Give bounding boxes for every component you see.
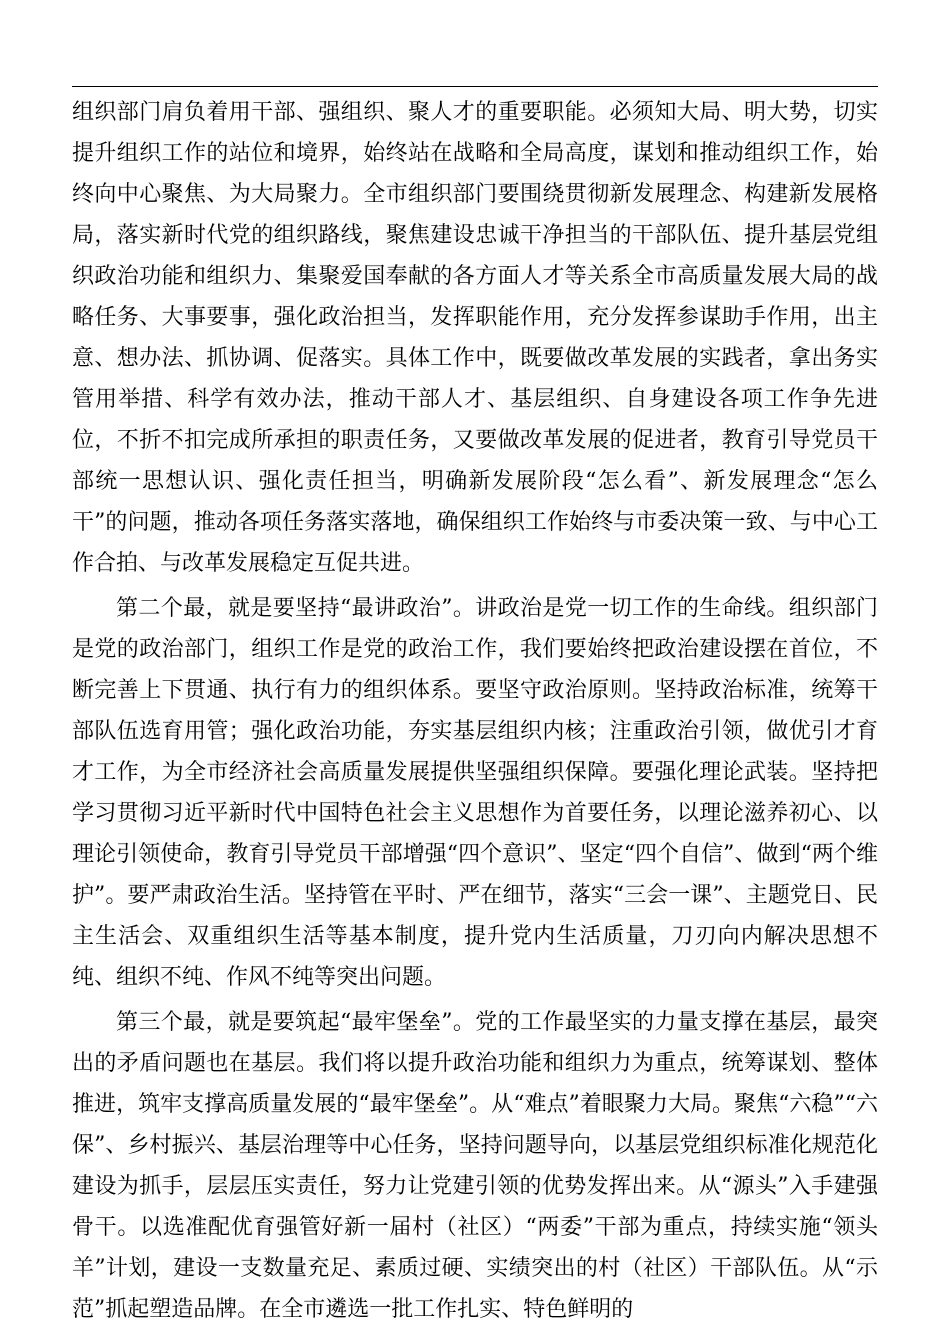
body-text	[72, 92, 878, 1330]
paragraph-2: 第二个最，就是要坚持“最讲政治”。讲政治是党一切工作的生命线。组织部门是党的政治部门，组织工作是党的政治工作，我们要始终把政治建设摆在首位，不断完善上下贯通、执行有力的组织体系。要坚守政治原则。坚持政治标准，统筹干部队伍选育用管；强化政治功能，夯实基层组织内核；注重政治引领，做优引才育才工作，为全市经济社会高质量发展提供坚强组织保障。要强化理论武装。坚持把学习贯彻习近平新时代中国特色社会主义思想作为首要任务，以理论滋养初心、以理论引领使命，教育引导党员干部增强“四个意识”、坚定“四个自信”、做到“两个维护”。要严肃政治生活。坚持管在平时、严在细节，落实“三会一课”、主题党日、民主生活会、双重组织生活等基本制度，提升党内生活质量，刀刃向内解决思想不纯、组织不纯、作风不纯等突出问题。	[72, 596, 878, 990]
paragraph-1: 组织部门肩负着用干部、强组织、聚人才的重要职能。必须知大局、明大势，切实提升组织工作的站位和境界，始终站在战略和全局高度，谋划和推动组织工作，始终向中心聚焦、为大局聚力。全市组织部门要围绕贯彻新发展理念、构建新发展格局，落实新时代党的组织路线，聚焦建设忠诚干净担当的干部队伍、提升基层党组织政治功能和组织力、集聚爱国奉献的各方面人才等关系全市高质量发展大局的战略任务、大事要事，强化政治担当，发挥职能作用，充分发挥参谋助手作用，出主意、想办法、抓协调、促落实。具体工作中，既要做改革发展的实践者，拿出务实管用举措、科学有效办法，推动干部人才、基层组织、自身建设各项工作争先进位，不折不扣完成所承担的职责任务，又要做改革发展的促进者，教育引导党员干部统一思想认识、强化责任担当，明确新发展阶段“怎么看”、新发展理念“怎么干”的问题，推动各项任务落实落地，确保组织工作始终与市委决策一致、与中心工作合拍、与改革发展稳定互促共进。	[72, 100, 878, 576]
header-rule	[72, 86, 878, 87]
paragraph-3: 第三个最，就是要筑起“最牢堡垒”。党的工作最坚实的力量支撑在基层，最突出的矛盾问题也在基层。我们将以提升政治功能和组织力为重点，统筹谋划、整体推进，筑牢支撑高质量发展的“最牢堡垒”。从“难点”着眼聚力大局。聚焦“六稳”“六保”、乡村振兴、基层治理等中心任务，坚持问题导向，以基层党组织标准化规范化建设为抓手，层层压实责任，努力让党建引领的优势发挥出来。从“源头”入手建强骨干。以选准配优育强管好新一届村（社区）“两委”干部为重点，持续实施“领头羊”计划，建设一支数量充足、素质过硬、实绩突出的村（社区）干部队伍。从“示范”抓起塑造品牌。在全市遴选一批工作扎实、特色鲜明的	[72, 1010, 878, 1322]
